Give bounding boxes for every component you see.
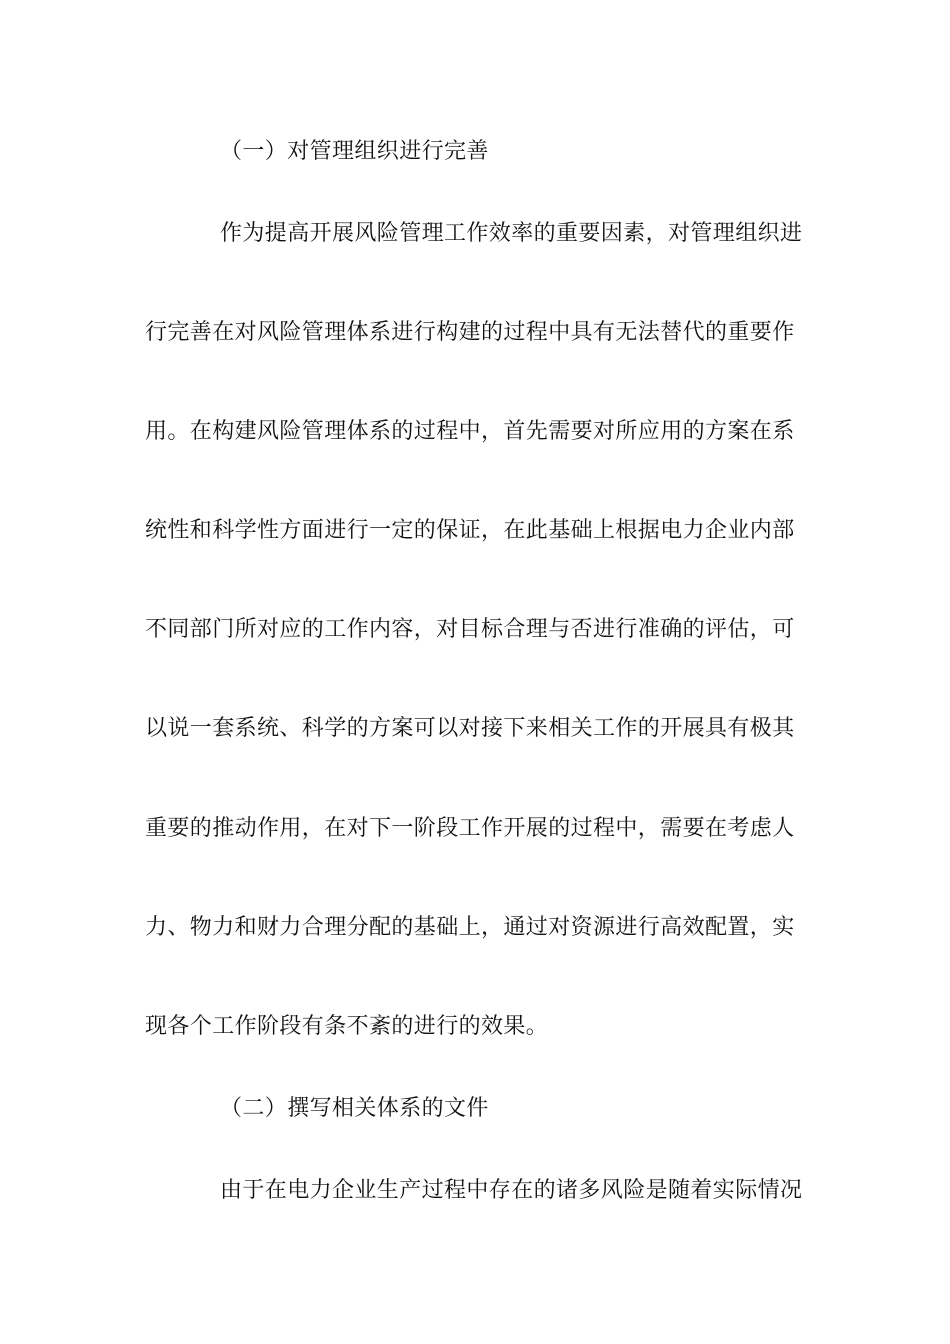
paragraph-line: 行完善在对风险管理体系进行构建的过程中具有无法替代的重要作 <box>145 320 795 345</box>
paragraph-line: 以说一套系统、科学的方案可以对接下来相关工作的开展具有极其 <box>145 716 795 741</box>
paragraph-line: 力、物力和财力合理分配的基础上，通过对资源进行高效配置，实 <box>145 915 795 940</box>
paragraph-line: 不同部门所对应的工作内容，对目标合理与否进行准确的评估，可 <box>145 617 795 642</box>
paragraph-line: 用。在构建风险管理体系的过程中，首先需要对所应用的方案在系 <box>145 419 795 444</box>
section-heading-2: （二）撰写相关体系的文件 <box>220 1096 489 1121</box>
paragraph-line: 统性和科学性方面进行一定的保证，在此基础上根据电力企业内部 <box>145 518 795 543</box>
paragraph-line: 由于在电力企业生产过程中存在的诸多风险是随着实际情况 <box>220 1178 803 1203</box>
paragraph-line: 现各个工作阶段有条不紊的进行的效果。 <box>145 1014 549 1039</box>
paragraph-line: 作为提高开展风险管理工作效率的重要因素，对管理组织进 <box>220 221 803 246</box>
section-heading-1: （一）对管理组织进行完善 <box>220 139 489 164</box>
paragraph-line: 重要的推动作用，在对下一阶段工作开展的过程中，需要在考虑人 <box>145 816 795 841</box>
